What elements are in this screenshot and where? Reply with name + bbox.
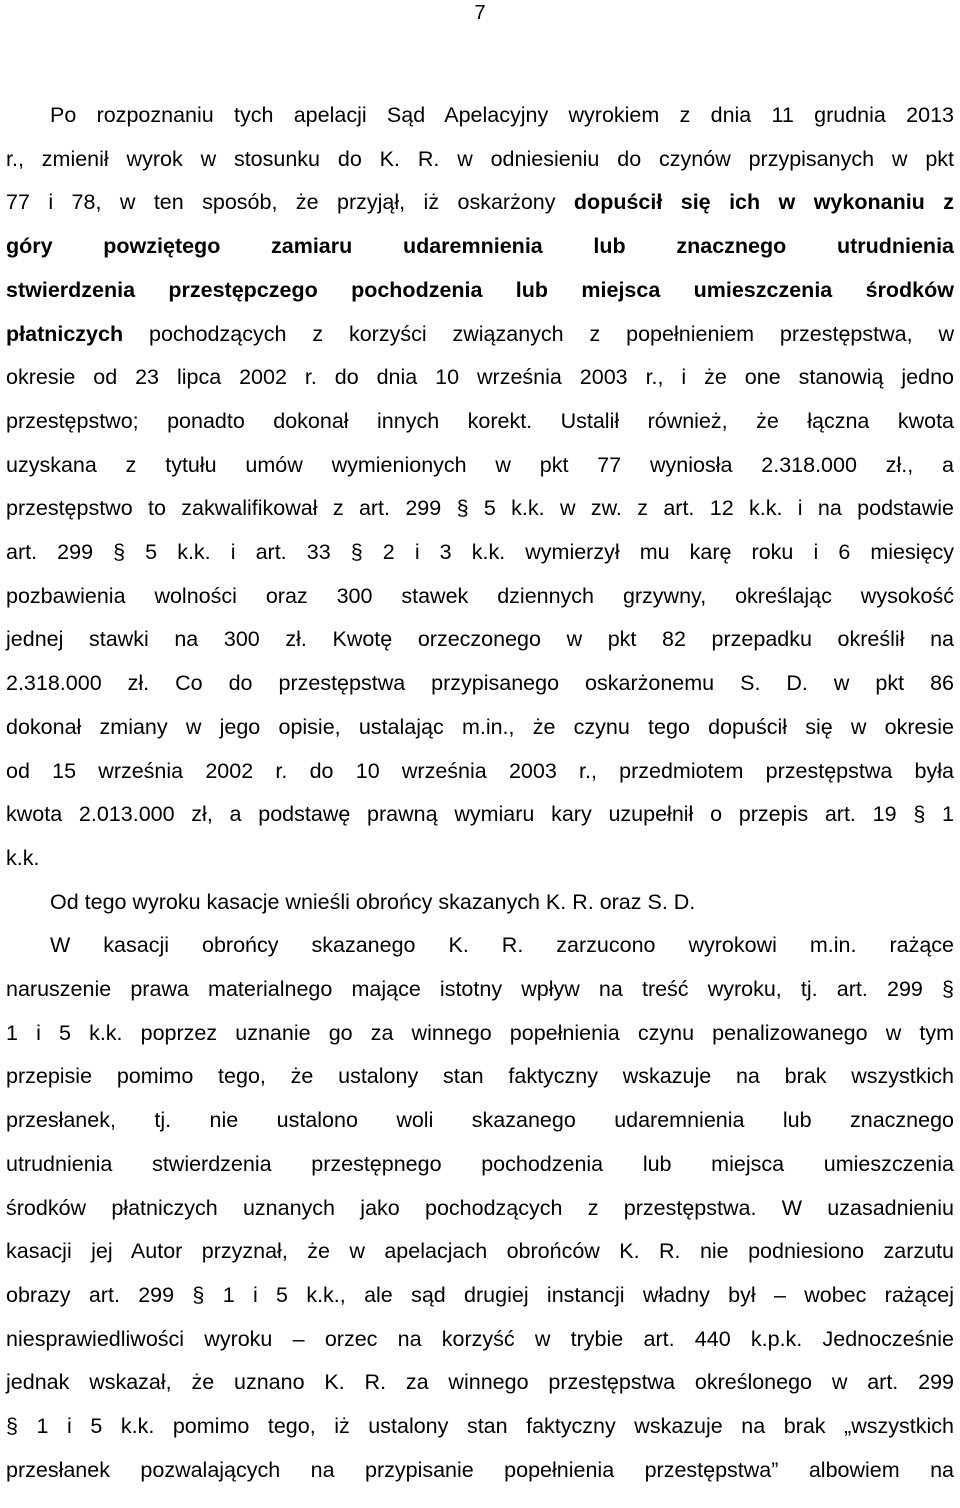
text-span: środków płatniczych uznanych jako pochodzących z przestępstwa. W uzasadnieniu — [6, 1195, 954, 1220]
text-line — [6, 1411, 954, 1441]
text-line — [6, 843, 954, 873]
text-span: naruszenie prawa materialnego mające istotny wpływ na treść wyroku, tj. art. 299 § — [6, 977, 954, 1001]
text-span: obrazy art. 299 § 1 i 5 k.k., ale sąd drugiej instancji władny był – wobec rażącej — [6, 1282, 954, 1307]
text-line — [6, 319, 954, 349]
text-line — [6, 1236, 954, 1266]
text-span: 77 i 78, w ten sposób, że przyjął, iż oskarżony — [6, 190, 574, 215]
text-line — [50, 100, 954, 130]
text-line — [6, 974, 954, 1004]
text-line — [6, 275, 954, 305]
text-span: pozbawienia wolności oraz 300 stawek dziennych grzywny, określając wysokość — [6, 583, 954, 608]
text-line — [6, 1280, 954, 1310]
text-line — [6, 1193, 954, 1223]
text-span: uzyskana z tytułu umów wymienionych w pkt 77 wyniosła 2.318.000 zł., a — [6, 452, 954, 477]
text-span: jednak wskazał, że uznano K. R. za winnego przestępstwa określonego w art. 299 — [6, 1370, 954, 1395]
text-line — [6, 362, 954, 392]
text-span: art. 299 § 5 k.k. i art. 33 § 2 i 3 k.k. wymierzył mu karę roku i 6 miesięcy — [6, 540, 954, 564]
bold-text: płatniczych — [6, 321, 124, 346]
text-line — [6, 537, 954, 567]
text-line — [6, 144, 954, 174]
text-line — [6, 187, 954, 217]
text-line — [6, 493, 954, 523]
page-number: 7 — [474, 2, 486, 24]
text-span: od 15 września 2002 r. do 10 września 2003 r., przedmiotem przestępstwa była — [6, 758, 954, 783]
text-line — [50, 887, 954, 917]
text-span: przestępstwo to zakwalifikował z art. 299 § 5 k.k. w zw. z art. 12 k.k. i na podstawie — [6, 496, 954, 521]
text-line — [6, 1018, 954, 1048]
text-line — [6, 1455, 954, 1485]
text-span: utrudnienia stwierdzenia przestępnego pochodzenia lub miejsca umieszczenia — [6, 1151, 954, 1176]
text-span: jednej stawki na 300 zł. Kwotę orzeczonego w pkt 82 przepadku określił na — [6, 627, 954, 652]
text-span: 2.318.000 zł. Co do przestępstwa przypisanego oskarżonemu S. D. w pkt 86 — [6, 671, 954, 696]
text-line — [6, 450, 954, 480]
text-span: Po rozpoznaniu tych apelacji Sąd Apelacyjny wyrokiem z dnia 11 grudnia 2013 — [50, 103, 954, 127]
text-span: przepisie pomimo tego, że ustalony stan faktyczny wskazuje na brak wszystkich — [6, 1064, 954, 1089]
text-span: przesłanek pozwalających na przypisanie popełnienia przestępstwa” albowiem na — [6, 1457, 954, 1482]
text-line — [6, 231, 954, 261]
text-span: k.k. — [6, 845, 40, 870]
text-line — [6, 712, 954, 742]
text-line — [6, 581, 954, 611]
text-line — [6, 1105, 954, 1135]
text-span: W kasacji obrońcy skazanego K. R. zarzucono wyrokowi m.in. rażące — [50, 933, 954, 958]
bold-text: dopuścił się ich w wykonaniu z — [573, 190, 954, 215]
text-span: dokonał zmiany w jego opisie, ustalając m.in., że czynu tego dopuścił się w okresie — [6, 714, 954, 739]
text-span: niesprawiedliwości wyroku – orzec na korzyść w trybie art. 440 k.p.k. Jednocześnie — [6, 1326, 954, 1351]
text-line — [6, 624, 954, 654]
text-span: kwota 2.013.000 zł, a podstawę prawną wymiaru kary uzupełnił o przepis art. 19 § 1 — [6, 802, 954, 827]
text-span: pochodzących z korzyści związanych z popełnieniem przestępstwa, w — [123, 321, 954, 346]
text-line — [6, 1061, 954, 1091]
text-span: Od tego wyroku kasacje wnieśli obrońcy skazanych K. R. oraz S. D. — [50, 889, 696, 914]
text-span: kasacji jej Autor przyznał, że w apelacjach obrońców K. R. nie podniesiono zarzutu — [6, 1239, 954, 1264]
text-span: 1 i 5 k.k. poprzez uznanie go za winnego popełnienia czynu penalizowanego w tym — [6, 1020, 954, 1045]
bold-text: góry powziętego zamiaru udaremnienia lub znacznego utrudnienia — [6, 234, 954, 259]
text-span: przestępstwo; ponadto dokonał innych korekt. Ustalił również, że łączna kwota — [6, 408, 954, 433]
bold-text: stwierdzenia przestępczego pochodzenia lub miejsca umieszczenia środków — [6, 277, 954, 302]
text-line — [6, 1149, 954, 1179]
text-span: § 1 i 5 k.k. pomimo tego, iż ustalony stan faktyczny wskazuje na brak „wszystkich — [6, 1414, 954, 1438]
text-line — [6, 406, 954, 436]
text-line — [6, 799, 954, 829]
text-span: przesłanek, tj. nie ustalono woli skazanego udaremnienia lub znacznego — [6, 1108, 954, 1133]
text-line — [6, 756, 954, 786]
text-span: okresie od 23 lipca 2002 r. do dnia 10 września 2003 r., i że one stanowią jedno — [6, 365, 954, 390]
text-line — [6, 668, 954, 698]
text-span: r., zmienił wyrok w stosunku do K. R. w odniesieniu do czynów przypisanych w pkt — [6, 146, 954, 171]
text-line — [6, 1367, 954, 1397]
text-line — [6, 1324, 954, 1354]
text-line — [50, 930, 954, 960]
